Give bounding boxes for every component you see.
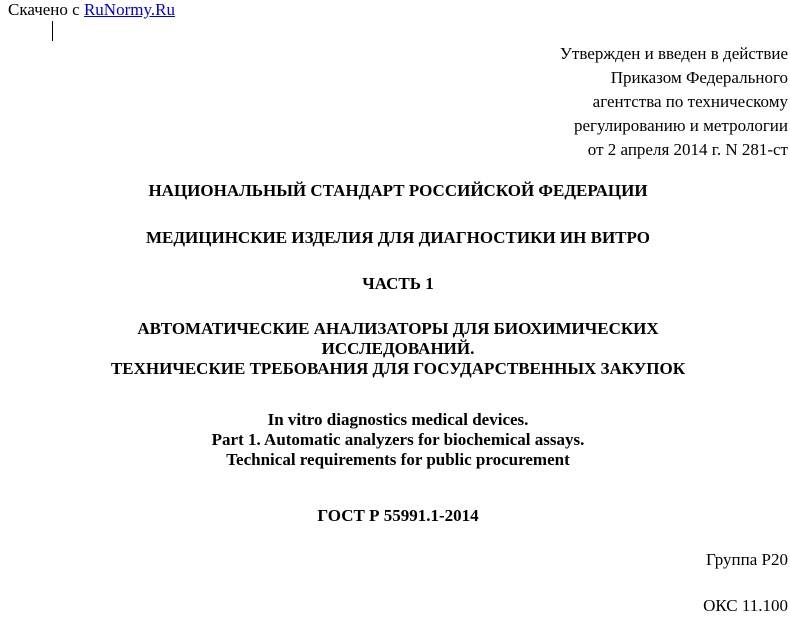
part-heading: [0, 272, 790, 296]
source-link[interactable]: RuNormy.Ru: [83, 0, 175, 19]
subject-text: МЕДИЦИНСКИЕ ИЗДЕЛИЯ ДЛЯ ДИАГНОСТИКИ ИН ВИТРО: [145, 228, 651, 247]
title-line: АВТОМАТИЧЕСКИЕ АНАЛИЗАТОРЫ ДЛЯ БИОХИМИЧЕСКИХ: [137, 319, 659, 338]
standard-type-heading: [0, 179, 790, 203]
english-title-line: Technical requirements for public procurement: [226, 450, 570, 469]
approval-line: агентства по техническому: [592, 92, 788, 111]
english-title: [0, 410, 790, 470]
approval-line: Утвержден и введен в действие: [559, 44, 788, 63]
source-prefix: Скачено с: [8, 0, 80, 19]
gost-designation-text: ГОСТ Р 55991.1-2014: [317, 506, 479, 525]
part-text: ЧАСТЬ 1: [362, 274, 434, 293]
document-title: [0, 319, 790, 379]
subject-heading: [0, 226, 790, 250]
english-title-line: Part 1. Automatic analyzers for biochemical assays.: [211, 430, 585, 449]
approval-line: от 2 апреля 2014 г. N 281-ст: [587, 140, 788, 159]
gost-designation: [0, 504, 790, 528]
title-line: ИССЛЕДОВАНИЙ.: [321, 339, 475, 358]
title-line: ТЕХНИЧЕСКИЕ ТРЕБОВАНИЯ ДЛЯ ГОСУДАРСТВЕННЫХ ЗАКУПОК: [110, 359, 686, 378]
approval-line: Приказом Федерального: [610, 68, 788, 87]
group-code: Группа Р20: [706, 550, 788, 569]
standard-type-text: НАЦИОНАЛЬНЫЙ СТАНДАРТ РОССИЙСКОЙ ФЕДЕРАЦИИ: [148, 181, 648, 200]
text-cursor: [52, 21, 53, 41]
oks-code: ОКС 11.100: [703, 596, 788, 615]
approval-block: [560, 42, 788, 162]
source-line: [8, 0, 175, 20]
english-title-line: In vitro diagnostics medical devices.: [267, 410, 529, 429]
approval-line: регулированию и метрологии: [573, 116, 788, 135]
